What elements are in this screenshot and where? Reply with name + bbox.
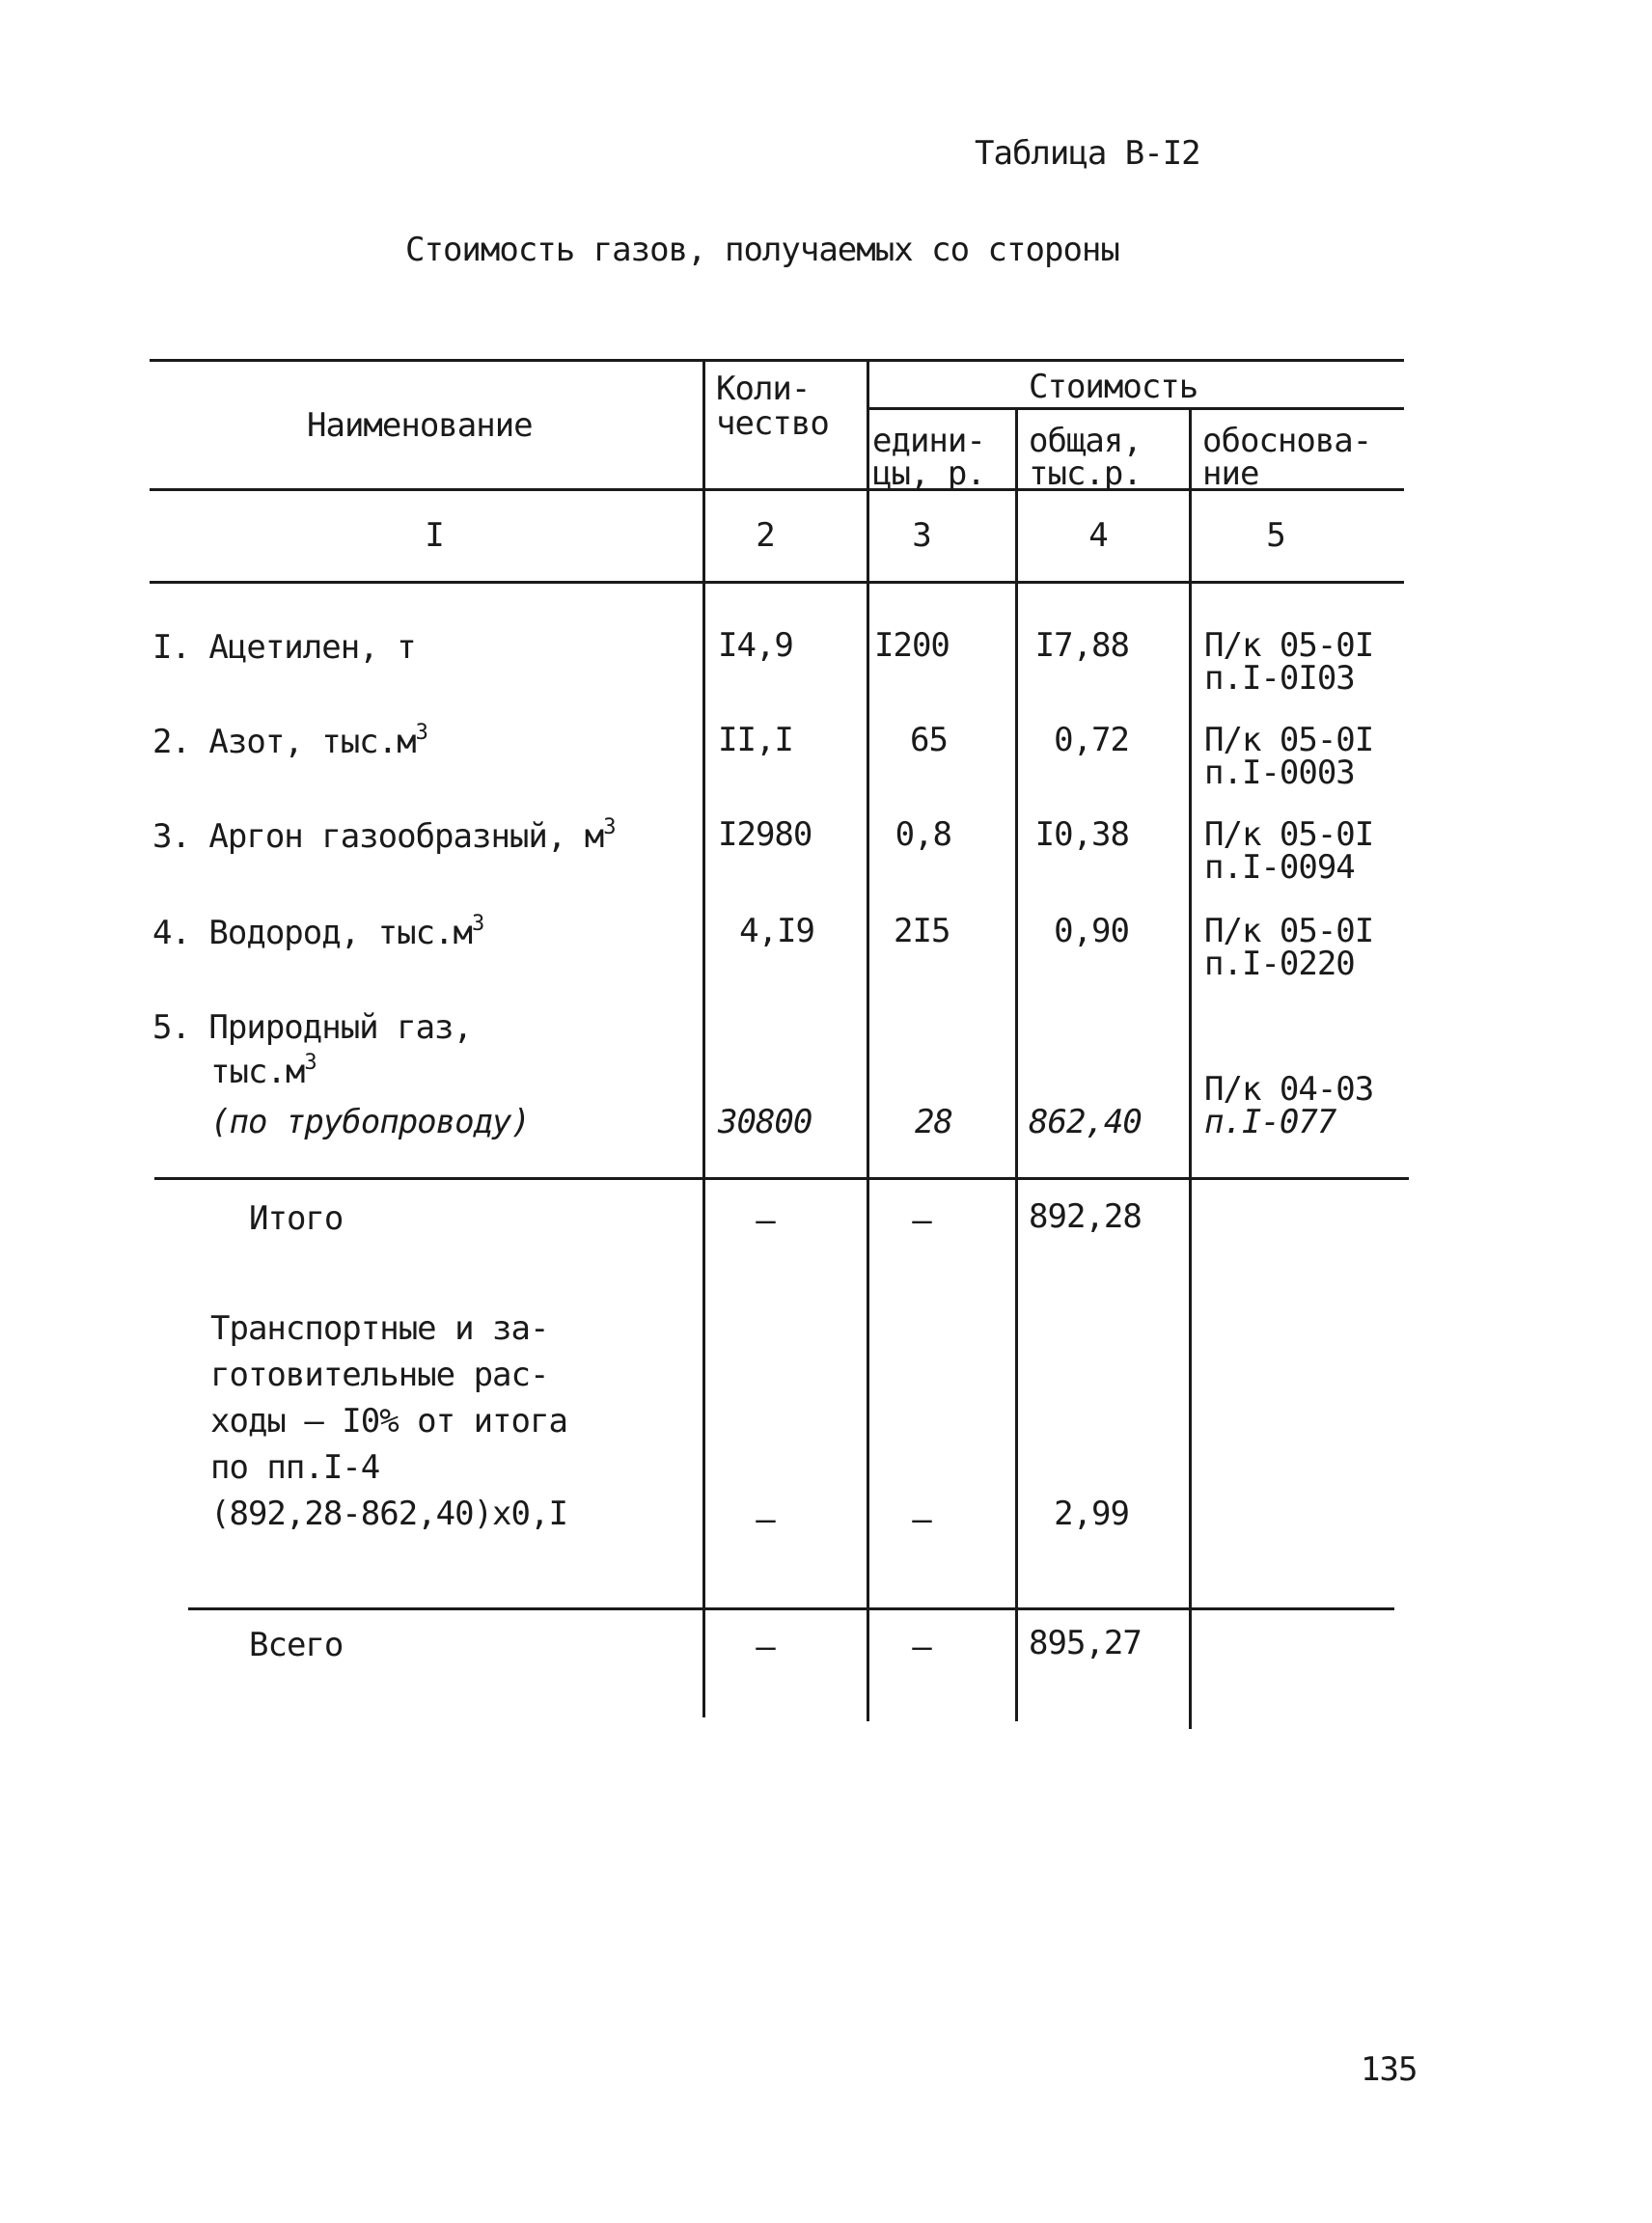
header-cost: Стоимость: [1029, 368, 1198, 406]
col-divider-4: [1189, 407, 1192, 1729]
transport-line1: Транспортные и за-: [210, 1309, 549, 1348]
header-qty-line2: чество: [716, 404, 829, 443]
header-unit-line1: едини-: [872, 422, 985, 460]
row-qty: I2980: [718, 815, 812, 854]
transport-line2: готовительные рас-: [210, 1356, 549, 1394]
rule-before-vsego: [188, 1607, 1394, 1610]
row-basis-line1: П/к 04-03: [1204, 1070, 1374, 1109]
transport-total: 2,99: [1054, 1495, 1129, 1533]
superscript: 3: [304, 1051, 317, 1075]
header-basis-line2: ние: [1202, 454, 1259, 493]
superscript: 3: [603, 815, 616, 839]
col-divider-2: [867, 359, 869, 1721]
row-basis-line2: п.I-0I03: [1204, 659, 1355, 698]
row-unit: 28: [915, 1103, 952, 1141]
itogo-unit: –: [912, 1201, 931, 1240]
transport-unit: –: [912, 1500, 931, 1539]
table-title: Стоимость газов, получаемых со стороны: [405, 231, 1119, 269]
superscript: 3: [415, 721, 427, 745]
row-total: I0,38: [1034, 815, 1129, 854]
col-divider-1: [702, 359, 705, 1717]
row-unit: I200: [874, 626, 950, 665]
rule-cost-sub: [868, 407, 1404, 410]
row-basis-line1: П/к 05-0I: [1204, 815, 1374, 854]
row-qty: 30800: [718, 1103, 812, 1141]
vsego-total: 895,27: [1029, 1624, 1142, 1662]
table-number: Таблица В-I2: [975, 134, 1200, 173]
row-name-line1: 5. Природный газ,: [152, 1008, 472, 1047]
superscript: 3: [472, 912, 484, 936]
rule-top: [150, 359, 1404, 362]
transport-line4: по пп.I-4: [210, 1448, 380, 1487]
row-qty: 4,I9: [739, 912, 814, 950]
transport-line3: ходы – I0% от итога: [210, 1402, 567, 1441]
vsego-qty: –: [756, 1628, 775, 1666]
col-number-4: 4: [1088, 516, 1108, 555]
row-name: 2. Азот, $тыс.м^3$: [152, 721, 427, 761]
row-qty: II,I: [718, 721, 793, 759]
row-basis-line2: п.I-077: [1204, 1103, 1336, 1141]
row-basis-line1: П/к 05-0I: [1204, 626, 1374, 665]
row-basis-line2: п.I-0094: [1204, 848, 1355, 887]
row-basis-line2: п.I-0003: [1204, 754, 1355, 792]
row-qty: I4,9: [718, 626, 793, 665]
vsego-unit: –: [912, 1628, 931, 1666]
itogo-label: Итого: [249, 1199, 344, 1238]
header-unit-line2: цы, р.: [872, 454, 985, 493]
header-name: Наименование: [307, 406, 533, 445]
row-basis-line1: П/к 05-0I: [1204, 721, 1374, 759]
row-total: 862,40: [1029, 1103, 1142, 1141]
row-total: 0,90: [1054, 912, 1129, 950]
row-basis-line1: П/к 05-0I: [1204, 912, 1374, 950]
header-total-line1: общая,: [1029, 422, 1142, 460]
row-name: 4. Водород, $тыс.м^3$: [152, 912, 484, 952]
col-number-5: 5: [1266, 516, 1285, 555]
row-name: I. Ацетилен, т: [152, 628, 416, 667]
transport-qty: –: [756, 1500, 775, 1539]
row-basis-line2: п.I-0220: [1204, 945, 1355, 983]
row-unit: 0,8: [895, 815, 951, 854]
page-number: 135: [1361, 2050, 1418, 2089]
rule-numbers-bottom: [150, 581, 1404, 584]
header-basis-line1: обоснова-: [1202, 422, 1372, 460]
col-number-3: 3: [912, 516, 931, 555]
row-name-line3: (по трубопроводу): [210, 1103, 530, 1141]
header-qty-line1: Коли-: [716, 370, 811, 408]
vsego-label: Всего: [249, 1626, 344, 1664]
row-total: I7,88: [1034, 626, 1129, 665]
row-name: 3. Аргон газообразный, $м^3$: [152, 815, 616, 856]
col-divider-3: [1015, 407, 1018, 1721]
row-name-line2: $тыс.м^3$: [210, 1051, 317, 1091]
col-number-1: I: [425, 516, 444, 555]
row-total: 0,72: [1054, 721, 1129, 759]
col-number-2: 2: [756, 516, 775, 555]
header-total-line2: тыс.р.: [1029, 454, 1142, 493]
rule-before-itogo: [154, 1177, 1409, 1180]
row-unit: 65: [910, 721, 948, 759]
itogo-qty: –: [756, 1201, 775, 1240]
row-unit: 2I5: [894, 912, 950, 950]
transport-line5: (892,28-862,40)х0,I: [210, 1495, 567, 1533]
itogo-total: 892,28: [1029, 1197, 1142, 1236]
